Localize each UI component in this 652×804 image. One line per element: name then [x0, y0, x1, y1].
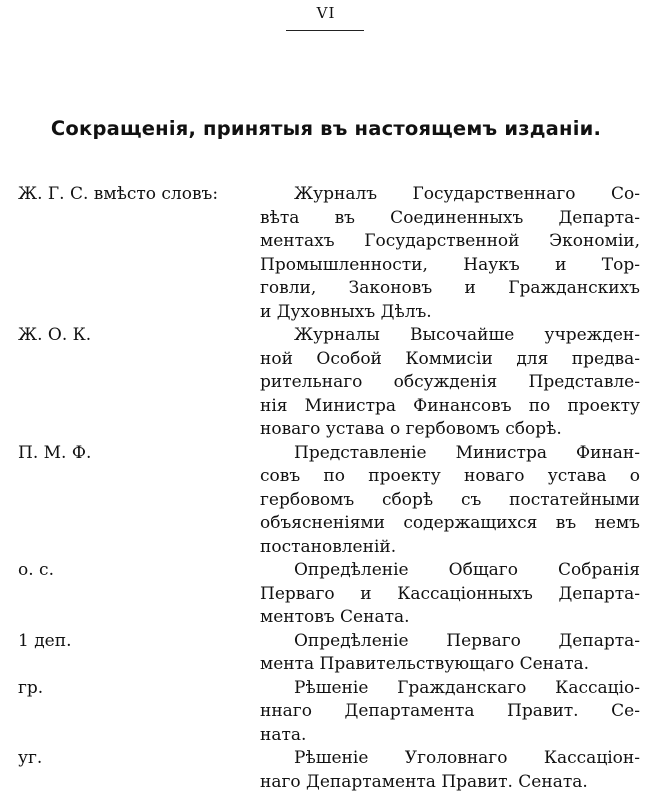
description-line: Опредѣленіе Общаго Собранія	[294, 560, 640, 580]
description-line: ннаго Департамента Правит. Се-	[260, 701, 640, 721]
abbreviation-entry	[18, 677, 644, 748]
abbreviation-description	[260, 747, 640, 794]
abbreviation-description	[260, 442, 640, 560]
description-line: Опредѣленіе Перваго Департа-	[294, 630, 640, 651]
description-line: Журналъ Государственнаго Со-	[294, 184, 640, 204]
description-line: ментовъ Сената.	[260, 607, 410, 627]
description-line: совъ по проекту новаго устава о	[260, 466, 640, 486]
description-line: Рѣшеніе Уголовнаго Кассаціон-	[294, 748, 640, 768]
description-line: Представленіе Министра Финан-	[294, 442, 640, 463]
abbreviation-entry	[18, 442, 644, 560]
description-line: Промышленности, Наукъ и Тор-	[260, 254, 640, 275]
abbreviation-term: П. М. Ф.	[18, 442, 92, 463]
page-title: Сокращенія, принятыя въ настоящемъ изданіи.	[50, 117, 602, 140]
description-line: наго Департамента Правит. Сената.	[260, 771, 588, 792]
abbreviation-term: Ж. Г. С. вмѣсто словъ:	[18, 184, 219, 204]
description-line: Перваго и Кассаціонныхъ Департа-	[260, 583, 640, 604]
description-line: Журналы Высочайше учрежден-	[294, 325, 640, 345]
abbreviation-term: 1 деп.	[18, 630, 72, 651]
description-line: и Духовныхъ Дѣлъ.	[260, 301, 432, 322]
description-line: нія Министра Финансовъ по проекту	[260, 395, 640, 416]
description-line: новаго устава о гербовомъ сборѣ.	[260, 419, 562, 439]
abbreviation-term: уг.	[18, 748, 43, 768]
description-line: ната.	[260, 724, 307, 745]
abbreviation-description	[260, 324, 640, 442]
abbreviation-entry	[18, 183, 644, 324]
header-rule	[286, 30, 364, 31]
page-number: VI	[316, 4, 336, 22]
abbreviation-entry	[18, 324, 644, 442]
abbreviation-description	[260, 677, 640, 748]
abbreviation-description	[260, 630, 640, 677]
abbreviation-term: Ж. О. К.	[18, 325, 92, 345]
description-line: говли, Законовъ и Гражданскихъ	[260, 278, 640, 298]
description-line: ментахъ Государственной Экономіи,	[260, 231, 640, 251]
abbreviation-description	[260, 183, 640, 324]
abbreviation-term: гр.	[18, 677, 44, 698]
description-line: мента Правительствующаго Сената.	[260, 654, 590, 674]
description-line: рительнаго обсужденія Представле-	[260, 372, 640, 392]
abbreviation-entry	[18, 747, 644, 794]
abbreviation-term: о. с.	[18, 560, 54, 580]
abbreviation-entry	[18, 559, 644, 630]
description-line: объясненіями содержащихся въ немъ	[260, 513, 640, 533]
description-line: вѣта въ Соединенныхъ Департа-	[260, 207, 640, 228]
description-line: Рѣшеніе Гражданскаго Кассаціо-	[294, 677, 640, 698]
description-line: постановленій.	[260, 536, 397, 557]
abbreviation-description	[260, 559, 640, 630]
abbreviations-list	[18, 183, 644, 794]
description-line: ной Особой Коммисіи для предва-	[260, 348, 640, 369]
description-line: гербовомъ сборѣ съ постатейными	[260, 489, 640, 510]
abbreviation-entry	[18, 630, 644, 677]
